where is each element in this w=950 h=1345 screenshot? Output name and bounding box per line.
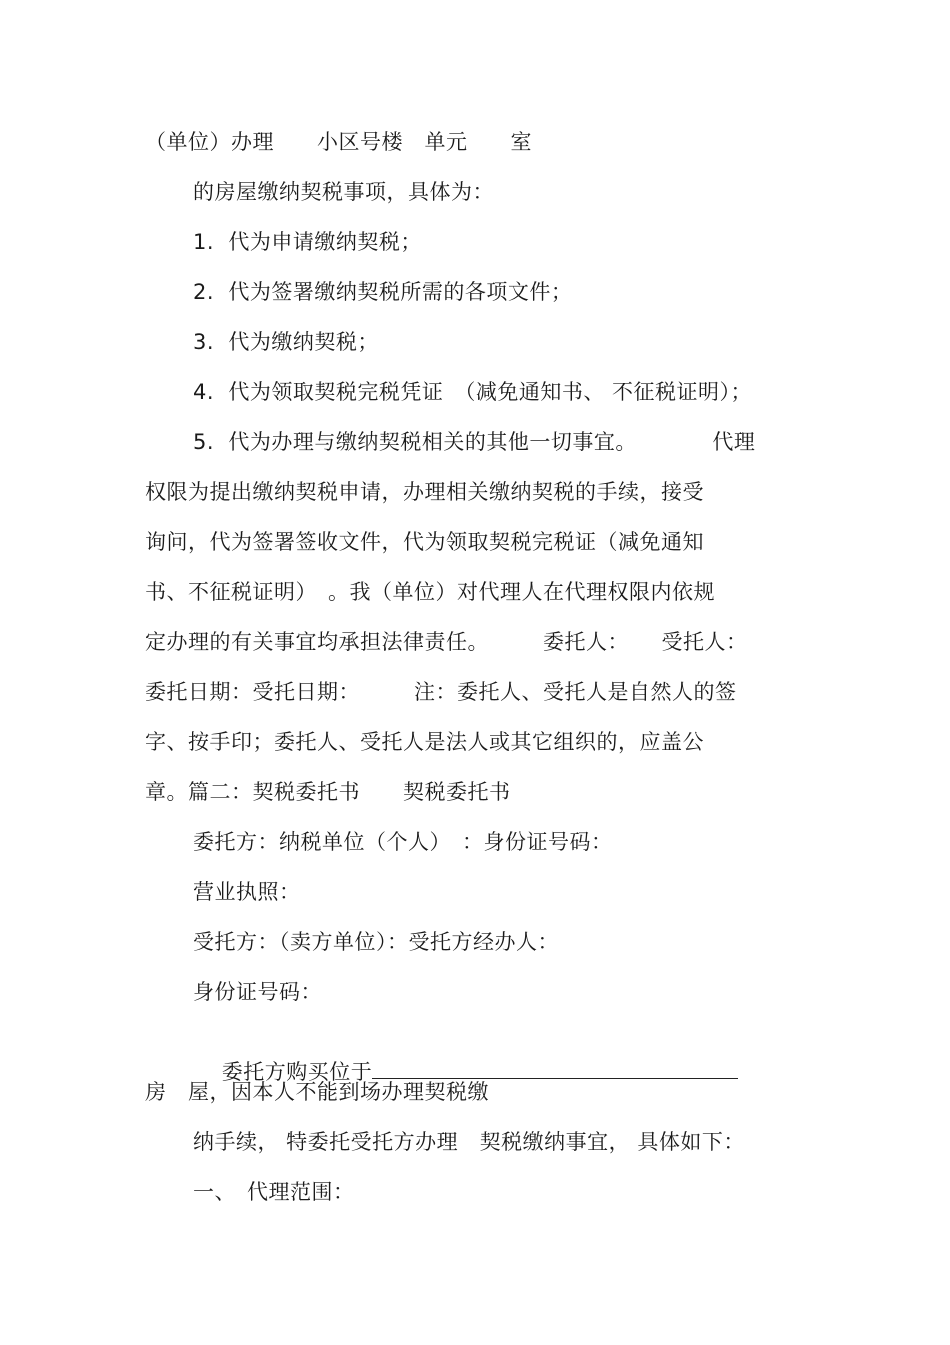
text-line: 身份证号码： (193, 980, 322, 1004)
text-line: 字、按手印；委托人、受托人是法人或其它组织的，应盖公 (145, 730, 704, 754)
text-line: 定办理的有关事宜均承担法律责任。 委托人： 受托人： (145, 630, 748, 654)
text-line: 的房屋缴纳契税事项，具体为： (193, 180, 494, 204)
list-item: 3. 代为缴纳契税； (193, 330, 379, 354)
text-line: （单位）办理 小区号楼 单元 室 (145, 130, 532, 154)
section-heading: 一、 代理范围： (193, 1180, 355, 1204)
list-item: 1. 代为申请缴纳契税； (193, 230, 422, 254)
fill-in-blank (372, 1056, 738, 1079)
purchase-location-label: 委托方购买位于 (221, 1060, 373, 1084)
list-item: 4. 代为领取契税完税凭证 （减免通知书、 不征税证明）； (193, 380, 753, 404)
text-line: 营业执照： (193, 880, 301, 904)
text-line: 委托日期：受托日期： 注：委托人、受托人是自然人的签 (145, 680, 737, 704)
section-heading: 章。篇二：契税委托书 契税委托书 (145, 780, 511, 804)
text-line: 书、不征税证明） 。我（单位）对代理人在代理权限内依规 (145, 580, 715, 604)
text-line: 权限为提出缴纳契税申请，办理相关缴纳契税的手续，接受 (145, 480, 704, 504)
list-item: 2. 代为签署缴纳契税所需的各项文件； (193, 280, 573, 304)
text-line: 受托方：（卖方单位）：受托方经办人： (193, 930, 559, 954)
text-line: 房 屋，因本人不能到场办理契税缴 (145, 1080, 489, 1104)
text-line: 委托方：纳税单位（个人） ：身份证号码： (193, 830, 613, 854)
text-line: 纳手续， 特委托受托方办理 契税缴纳事宜， 具体如下： (193, 1130, 745, 1154)
text-line: 询问，代为签署签收文件，代为领取契税完税证（减免通知 (145, 530, 704, 554)
list-item: 5. 代为办理与缴纳契税相关的其他一切事宜。 代理 (193, 430, 756, 454)
